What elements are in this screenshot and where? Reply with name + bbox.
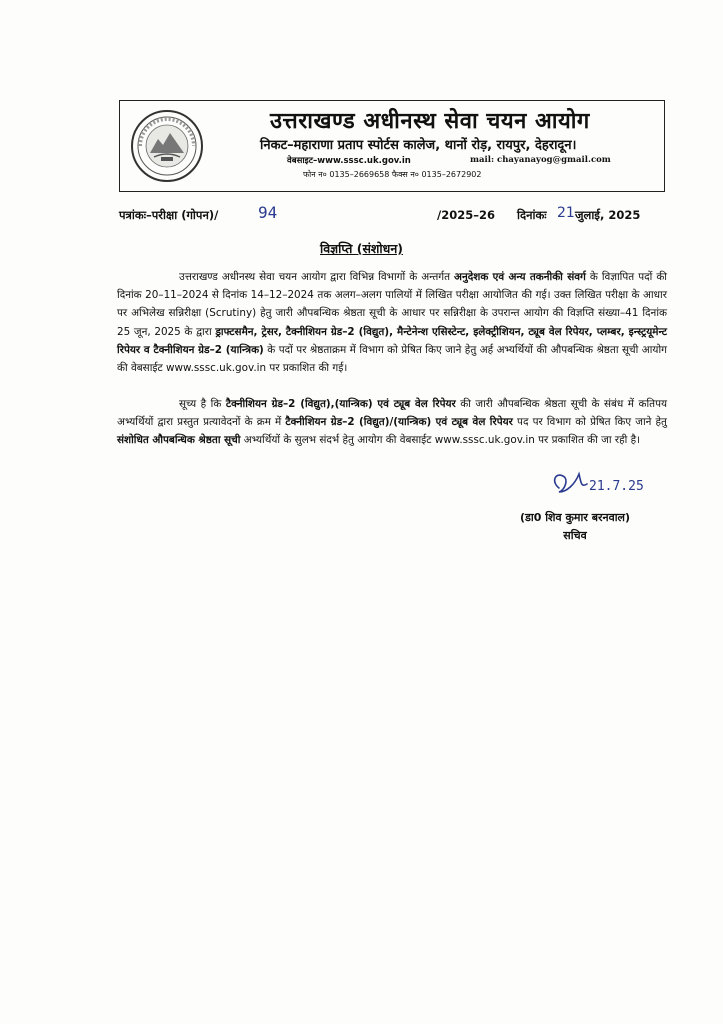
notice-title xyxy=(0,240,723,257)
notice-title-text: विज्ञप्ति (संशोधन) xyxy=(319,241,403,256)
p2-text-a: सूच्य है कि xyxy=(179,398,226,410)
p1-text-c: के विज्ञापित पदों की दिनांक 20–11–2024 से दिनांक 14–12–2024 तक अलग–अलग पालियों में लिखित परीक्षा आयोजित की गई। उक्त लिखित परीक्षा के आधार पर अभिलेख सन्निरीक्षा (Scrutiny) हेतु जारी औपबन्धिक श्रेष्ठता सूची के आधार पर सन्निरीक्षा के उपरान्त आयोग की विज्ञप्ति संख्या–41 दिनांक 25 जून, 2025 के द्वारा xyxy=(117,271,667,338)
reference-year: /2025–26 xyxy=(437,208,495,222)
reference-number: 94 xyxy=(258,203,278,222)
date-day: 21 xyxy=(557,205,575,221)
p2-text-g: अभ्यर्थियों के सुलभ संदर्भ हेतु आयोग की वेबसाईट www.sssc.uk.gov.in पर प्रकाशित की जा रही है। xyxy=(240,434,641,447)
body-paragraph-1 xyxy=(117,268,667,377)
p1-bold-b: अनुदेशक एवं अन्य तकनीकी संवर्ग xyxy=(454,271,586,283)
handwritten-signature xyxy=(545,462,645,502)
signature-date: 21.7.25 xyxy=(589,479,644,494)
website-text: वेबसाइट–www.sssc.uk.gov.in xyxy=(287,156,411,166)
commission-emblem-logo xyxy=(130,107,204,185)
p1-text-e: के पदों पर श्रेष्ठताक्रम में विभाग को प्रेषित किए जाने हेतु अर्ह अभ्यर्थियों की औपबन्धिक श्रेष्ठता सूची आयोग की वेबसाईट www.sssc.uk.gov.in पर प्रकाशित की गई। xyxy=(117,343,667,375)
phone-fax-text: फोन न० 0135–2669658 फैक्स न० 0135–2672902 xyxy=(303,170,482,179)
p1-bold-posts: ड्राफ्टसमैन, ट्रेसर, टैक्नीशियन ग्रेड–2 (विद्युत), मैन्टेनेन्श एसिस्टेन्ट, इलेक्ट्रीशियन, ट्यूब वेल रिपेयर, प्लम्बर, इन्स्ट्रयूमेन्ट रिपेयर व टैक्नीशियन ग्रेड–2 (यान्त्रिक) xyxy=(117,325,668,356)
date-month-year: जुलाई, 2025 xyxy=(575,208,641,222)
body-paragraph-2 xyxy=(117,395,667,450)
contact-row xyxy=(287,155,611,166)
p2-text-c: की जारी औपबन्धिक श्रेष्ठता सूची के संबंध में कतिपय अभ्यर्थियों द्वारा प्रस्तुत प्रत्यावेदनों के क्रम में xyxy=(117,398,668,429)
p2-bold-b: टैक्नीशियन ग्रेड–2 (विद्युत),(यान्त्रिक) एवं ट्यूब वेल रिपेयर xyxy=(225,398,456,410)
mail-text: mail: chayanayog@gmail.com xyxy=(470,155,611,165)
letterhead xyxy=(119,100,665,192)
signatory-designation: सचिव xyxy=(563,529,587,542)
date-label: दिनांकः xyxy=(517,208,547,222)
p1-text-a: उत्तराखण्ड अधीनस्थ सेवा चयन आयोग द्वारा विभिन्न विभागों के अन्तर्गत xyxy=(179,271,455,283)
p2-bold-f: संशोधित औपबन्धिक श्रेष्ठता सूची xyxy=(117,434,241,447)
p2-text-e: पद पर विभाग को प्रेषित किए जाने हेतु xyxy=(512,416,667,429)
signatory-block xyxy=(500,509,650,545)
signatory-name: (डा0 शिव कुमार बरनवाल) xyxy=(519,511,631,524)
reference-prefix: पत्रांकः–परीक्षा (गोपन)/ xyxy=(119,208,219,222)
org-address: निकट–महाराणा प्रताप स्पोर्टस कालेज, थानों रोड़, रायपुर, देहरादून। xyxy=(260,138,577,153)
p2-bold-d: टैक्नीशियन ग्रेड–2 (विद्युत)/(यान्त्रिक) एवं ट्यूब वेल रिपेयर xyxy=(285,416,513,429)
org-name: उत्तराखण्ड अधीनस्थ सेवा चयन आयोग xyxy=(270,108,590,134)
